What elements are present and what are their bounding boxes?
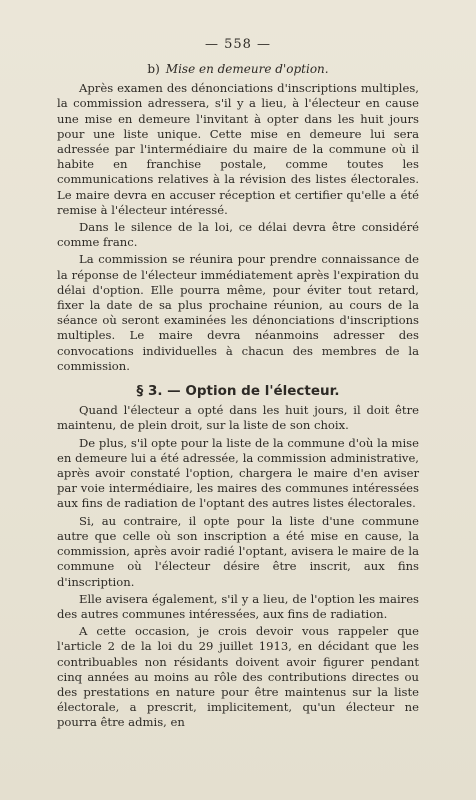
page-number: — 558 — (204, 37, 272, 52)
paragraph-3-4: Elle avisera également, s'il y a lieu, de l'option les maires des autres communes intéressées, aux fins de radiation. (57, 591, 419, 621)
paragraph-3-1: Quand l'électeur a opté dans les huit jours, il doit être maintenu, de plein droit, sur la liste de son choix. (57, 403, 419, 433)
paragraph-3-3: Si, au contraire, il opte pour la liste d'une commune autre que celle où son inscription a été mise en cause, la commission, après avoir radié l'optant, avisera le maire de la commune où l'électeur désire être inscrit, aux fins d'inscription. (57, 513, 419, 589)
text-column (57, 62, 419, 733)
subsection-heading (57, 62, 419, 77)
paragraph-3-2: De plus, s'il opte pour la liste de la commune d'où la mise en demeure lui a été adressée, la commission administrative, après avoir constaté l'option, chargera le maire d'en aviser par voie intermédiaire, les maires des communes intéressées aux fins de radiation de l'optant des autres listes électorales. (57, 435, 419, 511)
subsection-letter: b) (147, 62, 160, 76)
paragraph-3-5: A cette occasion, je crois devoir vous rappeler que l'article 2 de la loi du 29 juillet 1913, en décidant que les contribuables non résidants doivent avoir figurer pendant cinq années au moins au rôle des contributions directes ou des prestations en nature pour être maintenus sur la liste électorale, a prescrit, implicitement, qu'un électeur ne pourra être admis, en (57, 624, 419, 730)
paragraph-b-1: Après examen des dénonciations d'inscriptions multiples, la commission adressera, s'il y a lieu, à l'électeur en cause une mise en demeure l'invitant à opter dans les huit jours pour une liste unique. Cette mise en demeure lui sera adressée par l'intermédiaire du maire de la commune où il habite en franchise postale, comme toutes les communications relatives à la révision des listes électorales. Le maire devra en accuser réception et certifier qu'elle a été remise à l'électeur intéressé. (57, 81, 419, 217)
subsection-title: Mise en demeure d'option. (165, 62, 329, 76)
section-heading: § 3. — Option de l'électeur. (136, 383, 340, 400)
paragraph-b-3: La commission se réunira pour prendre connaissance de la réponse de l'électeur immédiatement après l'expiration du délai d'option. Elle pourra même, pour éviter tout retard, fixer la date de sa plus prochaine réunion, au cours de la séance où seront examinées les dénonciations d'inscriptions multiples. Le maire devra néanmoins adresser des convocations individuelles à chacun des membres de la commission. (57, 252, 419, 373)
paragraph-b-2: Dans le silence de la loi, ce délai devra être considéré comme franc. (57, 220, 419, 250)
